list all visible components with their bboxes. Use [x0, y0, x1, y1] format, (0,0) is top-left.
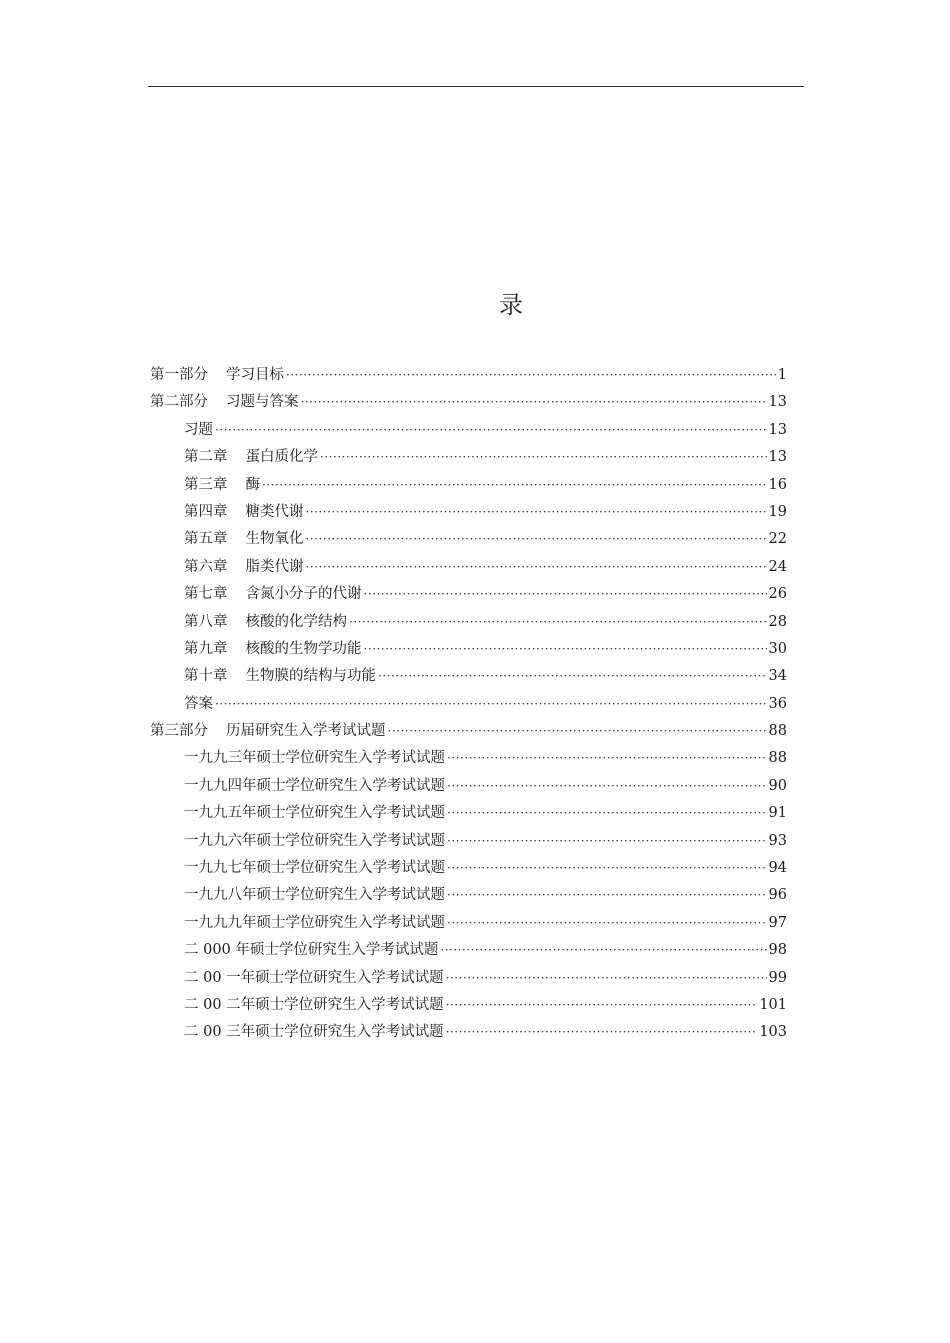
toc-entry[interactable] [150, 992, 787, 1019]
toc-entry-title: 答案 [184, 695, 213, 712]
toc-entry-label [184, 965, 444, 992]
toc-entry[interactable] [150, 800, 787, 827]
toc-entry[interactable] [150, 362, 787, 389]
toc-entry[interactable] [150, 581, 787, 608]
toc-entry-label [184, 882, 445, 909]
toc-entry-title: 一九九三年硕士学位研究生入学考试试题 [184, 750, 445, 767]
toc-entry-prefix: 第三部分 [150, 723, 208, 740]
toc-entry-leader-dots [447, 773, 767, 800]
toc-entry-title: 二 00 二年硕士学位研究生入学考试试题 [184, 996, 444, 1013]
toc-entry[interactable] [150, 554, 787, 581]
toc-entry-page-number: 19 [768, 503, 787, 520]
toc-entry-label [184, 745, 445, 772]
toc-entry-title: 二 00 三年硕士学位研究生入学考试试题 [184, 1024, 444, 1041]
toc-entry[interactable] [150, 745, 787, 772]
toc-entry-prefix: 第二部分 [150, 394, 208, 411]
toc-entry-page-number: 90 [768, 777, 787, 794]
toc-entry-leader-dots [447, 855, 767, 882]
toc-entry-leader-dots [447, 882, 767, 909]
toc-entry[interactable] [150, 609, 787, 636]
toc-entry-page-number: 24 [768, 558, 787, 575]
toc-entry-leader-dots [446, 1019, 758, 1046]
toc-entry-page-number: 97 [768, 914, 787, 931]
toc-entry-title: 二 000 年硕士学位研究生入学考试试题 [184, 942, 439, 959]
toc-entry-label [184, 828, 445, 855]
toc-entry-page-number: 96 [768, 887, 787, 904]
toc-entry[interactable] [150, 389, 787, 416]
toc-entry[interactable] [150, 663, 787, 690]
toc-entry-prefix: 第四章 [184, 503, 228, 520]
toc-entry-page-number: 26 [768, 586, 787, 603]
toc-entry[interactable] [150, 636, 787, 663]
toc-entry-page-number: 28 [768, 613, 787, 630]
toc-entry-title: 含氮小分子的代谢 [245, 586, 362, 603]
toc-entry-label [184, 691, 213, 718]
toc-entry-leader-dots [447, 800, 767, 827]
toc-entry-label [184, 499, 304, 526]
toc-entry-page-number: 101 [759, 996, 787, 1013]
toc-entry-page-number: 93 [768, 832, 787, 849]
toc-entry-page-number: 13 [768, 394, 787, 411]
toc-entry[interactable] [150, 965, 787, 992]
toc-entry-page-number: 94 [768, 860, 787, 877]
toc-entry-leader-dots [301, 389, 767, 416]
toc-entry-label [184, 855, 445, 882]
toc-entry-title: 一九九六年硕士学位研究生入学考试试题 [184, 832, 445, 849]
toc-entry-label [184, 554, 304, 581]
toc-entry-label [184, 636, 362, 663]
toc-entry-title: 一九九五年硕士学位研究生入学考试试题 [184, 805, 445, 822]
toc-entry-label [184, 526, 304, 553]
toc-entry[interactable] [150, 718, 787, 745]
toc-entry-leader-dots [262, 472, 767, 499]
table-of-contents [150, 362, 787, 1047]
toc-entry-page-number: 1 [777, 367, 787, 383]
toc-entry-title: 习题与答案 [226, 394, 299, 411]
header-rule [148, 86, 804, 87]
toc-entry-leader-dots [306, 554, 767, 581]
toc-entry-leader-dots [388, 718, 767, 745]
toc-entry-leader-dots [364, 636, 767, 663]
toc-entry[interactable] [150, 526, 787, 553]
toc-entry-title: 糖类代谢 [245, 503, 304, 520]
toc-entry-leader-dots [440, 937, 766, 964]
toc-entry-label [184, 1019, 444, 1046]
toc-entry-leader-dots [286, 362, 776, 389]
toc-entry-leader-dots [447, 910, 767, 937]
toc-entry-label [150, 718, 386, 745]
toc-entry[interactable] [150, 417, 787, 444]
toc-entry-label [184, 800, 445, 827]
toc-entry[interactable] [150, 1019, 787, 1046]
toc-entry-page-number: 30 [768, 640, 787, 657]
toc-entry-title: 核酸的生物学功能 [245, 640, 362, 657]
toc-entry-prefix: 第六章 [184, 558, 228, 575]
toc-entry-title: 二 00 一年硕士学位研究生入学考试试题 [184, 969, 444, 986]
toc-entry-page-number: 103 [759, 1024, 787, 1041]
page-title: 录 [499, 291, 523, 319]
toc-entry[interactable] [150, 472, 787, 499]
toc-entry-leader-dots [378, 663, 767, 690]
toc-entry-title: 核酸的化学结构 [245, 613, 347, 630]
toc-entry-label [184, 609, 347, 636]
toc-entry-page-number: 36 [768, 695, 787, 712]
toc-entry-title: 脂类代谢 [245, 558, 304, 575]
toc-entry-label [184, 937, 438, 964]
toc-entry-label [184, 472, 260, 499]
toc-entry[interactable] [150, 444, 787, 471]
toc-entry-title: 一九九八年硕士学位研究生入学考试试题 [184, 887, 445, 904]
toc-entry-label [184, 417, 213, 444]
toc-entry-title: 酶 [245, 476, 260, 493]
toc-entry-title: 一九九九年硕士学位研究生入学考试试题 [184, 914, 445, 931]
toc-entry-label [150, 362, 284, 389]
toc-entry-prefix: 第三章 [184, 476, 228, 493]
toc-entry-title: 学习目标 [226, 367, 284, 383]
toc-entry-page-number: 98 [768, 942, 787, 959]
toc-entry-page-number: 13 [768, 449, 787, 466]
toc-entry-leader-dots [446, 992, 758, 1019]
toc-entry-prefix: 第七章 [184, 586, 228, 603]
toc-entry-prefix: 第一部分 [150, 367, 208, 383]
toc-entry-title: 生物膜的结构与功能 [245, 668, 376, 685]
toc-entry[interactable] [150, 855, 787, 882]
toc-entry-title: 蛋白质化学 [245, 449, 318, 466]
toc-entry-page-number: 34 [768, 668, 787, 685]
toc-entry-page-number: 91 [768, 805, 787, 822]
toc-entry-leader-dots [320, 444, 767, 471]
toc-entry-prefix: 第二章 [184, 449, 228, 466]
toc-entry-leader-dots [215, 691, 767, 718]
toc-entry-leader-dots [446, 965, 767, 992]
toc-entry[interactable] [150, 882, 787, 909]
toc-entry-leader-dots [349, 609, 767, 636]
toc-entry[interactable] [150, 499, 787, 526]
toc-entry-page-number: 88 [768, 750, 787, 767]
toc-entry-prefix: 第十章 [184, 668, 228, 685]
toc-entry-label [184, 444, 318, 471]
toc-entry[interactable] [150, 773, 787, 800]
toc-entry[interactable] [150, 828, 787, 855]
toc-entry-page-number: 22 [768, 531, 787, 548]
toc-entry-label [184, 992, 444, 1019]
toc-entry-page-number: 99 [768, 969, 787, 986]
toc-entry-label [184, 663, 376, 690]
toc-entry-prefix: 第五章 [184, 531, 228, 548]
toc-entry[interactable] [150, 937, 787, 964]
toc-entry[interactable] [150, 910, 787, 937]
toc-entry-title: 生物氧化 [245, 531, 304, 548]
toc-entry-title: 历届研究生入学考试试题 [226, 723, 386, 740]
toc-entry-page-number: 13 [768, 421, 787, 438]
toc-entry[interactable] [150, 691, 787, 718]
toc-entry-prefix: 第九章 [184, 640, 228, 657]
toc-entry-label [184, 773, 445, 800]
toc-entry-leader-dots [447, 828, 767, 855]
toc-entry-title: 一九九七年硕士学位研究生入学考试试题 [184, 860, 445, 877]
toc-entry-prefix: 第八章 [184, 613, 228, 630]
toc-entry-page-number: 88 [768, 723, 787, 740]
toc-entry-leader-dots [306, 526, 767, 553]
toc-entry-leader-dots [364, 581, 767, 608]
toc-entry-title: 习题 [184, 421, 213, 438]
toc-entry-label [184, 581, 362, 608]
toc-entry-title: 一九九四年硕士学位研究生入学考试试题 [184, 777, 445, 794]
toc-entry-label [150, 389, 299, 416]
toc-entry-page-number: 16 [768, 476, 787, 493]
toc-entry-leader-dots [306, 499, 767, 526]
toc-entry-leader-dots [447, 745, 767, 772]
toc-entry-leader-dots [215, 417, 767, 444]
toc-entry-label [184, 910, 445, 937]
